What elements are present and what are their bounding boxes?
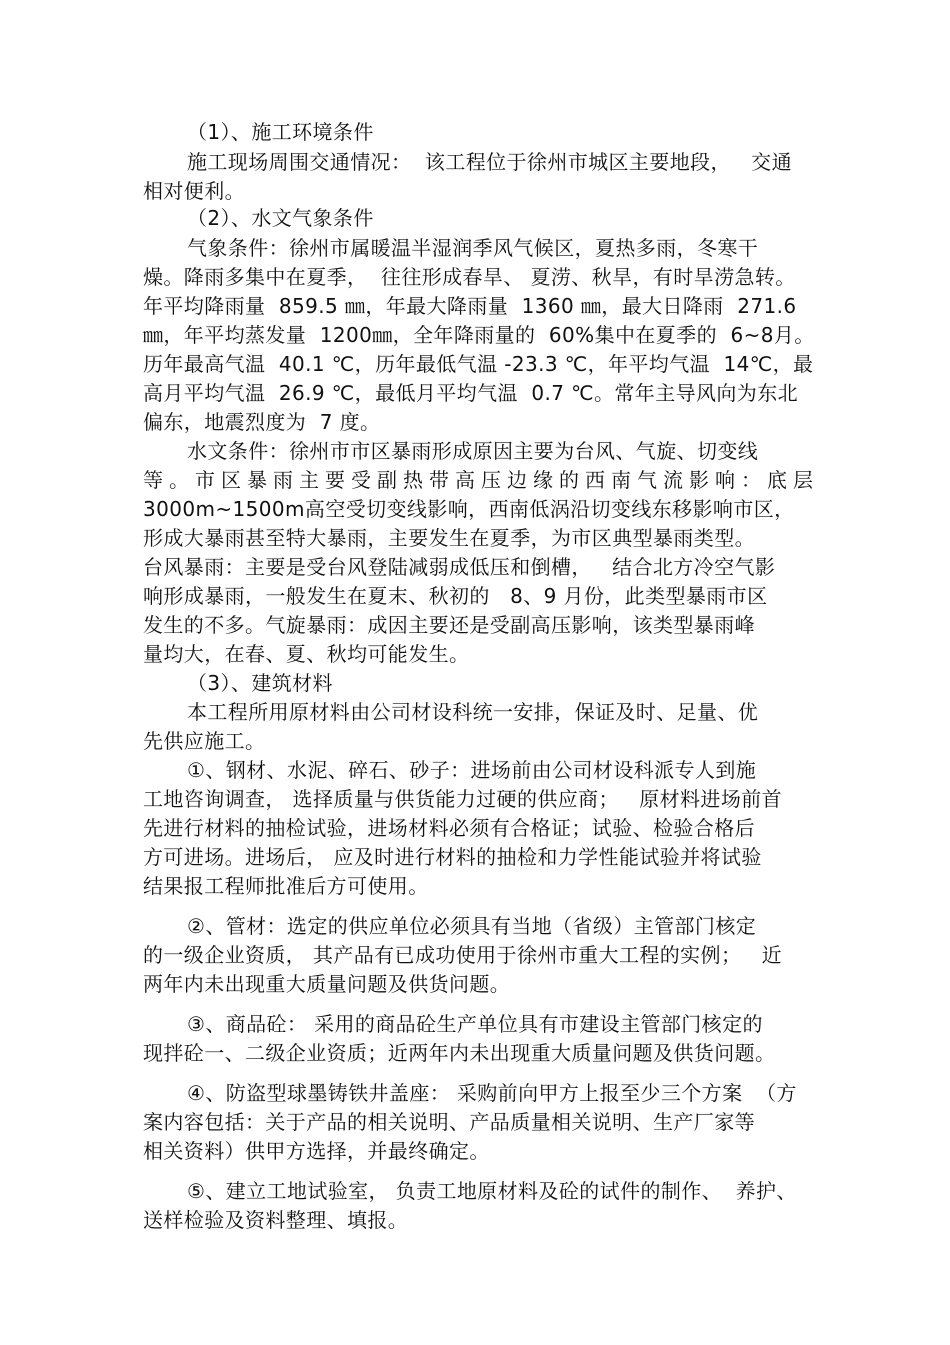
list-item-line: 送样检验及资料整理、填报。 (143, 1208, 409, 1232)
section-heading-building-materials: （3）、建筑材料 (187, 671, 333, 695)
paragraph-line: 量均大，在春、夏、秋均可能发生。 (143, 642, 470, 666)
list-item-line: ③、商品砼： 采用的商品砼生产单位具有市建设主管部门核定的 (187, 1012, 763, 1036)
paragraph-line: ㎜，年平均蒸发量 1200㎜，全年降雨量的 60%集中在夏季的 6~8月。 (143, 323, 815, 347)
paragraph-line: 高月平均气温 26.9 ℃，最低月平均气温 0.7 ℃。常年主导风向为东北 (143, 381, 799, 405)
paragraph-line: 本工程所用原材料由公司材设科统一安排，保证及时、足量、优 (187, 700, 759, 724)
list-item-line: ②、管材：选定的供应单位必须具有当地（省级）主管部门核定 (187, 914, 757, 938)
list-item-line: 两年内未出现重大质量问题及供货问题。 (143, 972, 511, 996)
list-item-line: ④、防盗型球墨铸铁井盖座： 采购前向甲方上报至少三个方案 （方 (187, 1081, 797, 1105)
paragraph-line: 先供应施工。 (143, 729, 266, 753)
paragraph-line: 发生的不多。气旋暴雨：成因主要还是受副高压影响，该类型暴雨峰 (143, 613, 755, 637)
list-item-line: 的一级企业资质， 其产品有已成功使用于徐州市重大工程的实例； 近 (143, 943, 783, 967)
paragraph-line: 历年最高气温 40.1 ℃，历年最低气温 -23.3 ℃，年平均气温 14℃，最 (143, 352, 814, 376)
paragraph-line: 水文条件：徐州市市区暴雨形成原因主要为台风、气旋、切变线 (187, 439, 759, 463)
section-heading-hydrology-meteorology: （2）、水文气象条件 (187, 206, 374, 230)
list-item-line: ①、钢材、水泥、碎石、砂子：进场前由公司材设科派专人到施 (187, 758, 757, 782)
section-heading-construction-environment: （1）、施工环境条件 (187, 120, 374, 144)
paragraph-line: 偏东，地震烈度为 7 度。 (143, 410, 381, 434)
list-item-line: 工地咨询调查， 选择质量与供货能力过硬的供应商； 原材料进场前首 (143, 787, 783, 811)
paragraph-line: 燥。降雨多集中在夏季， 往往形成春旱、 夏涝、秋旱，有时旱涝急转。 (143, 265, 796, 289)
paragraph-line: 施工现场周围交通情况： 该工程位于徐州市城区主要地段， 交通 (187, 150, 792, 174)
list-item-line: ⑤、建立工地试验室， 负责工地原材料及砼的试件的制作、 养护、 (187, 1179, 797, 1203)
list-item-line: 结果报工程师批准后方可使用。 (143, 874, 429, 898)
paragraph-line: 3000m~1500m高空受切变线影响，西南低涡沿切变线东移影响市区， (143, 497, 795, 521)
paragraph-line: 相对便利。 (143, 179, 245, 203)
list-item-line: 相关资料）供甲方选择，并最终确定。 (143, 1139, 490, 1163)
paragraph-line: 等。市区暴雨主要受副热带高压边缘的西南气流影响：底层 (143, 468, 819, 492)
list-item-line: 先进行材料的抽检试验，进场材料必须有合格证；试验、检验合格后 (143, 816, 755, 840)
paragraph-line: 响形成暴雨，一般发生在夏末、秋初的 8、9 月份，此类型暴雨市区 (143, 584, 768, 608)
paragraph-line: 年平均降雨量 859.5 ㎜，年最大降雨量 1360 ㎜，最大日降雨 271.6 (143, 294, 797, 318)
list-item-line: 方可进场。进场后， 应及时进行材料的抽检和力学性能试验并将试验 (143, 845, 762, 869)
paragraph-line: 台风暴雨：主要是受台风登陆减弱成低压和倒槽， 结合北方冷空气影 (143, 555, 776, 579)
paragraph-line: 气象条件：徐州市属暖温半湿润季风气候区，夏热多雨，冬寒干 (187, 236, 759, 260)
paragraph-line: 形成大暴雨甚至特大暴雨，主要发生在夏季，为市区典型暴雨类型。 (143, 526, 755, 550)
list-item-line: 案内容包括：关于产品的相关说明、产品质量相关说明、生产厂家等 (143, 1110, 755, 1134)
list-item-line: 现拌砼一、二级企业资质；近两年内未出现重大质量问题及供货问题。 (143, 1041, 776, 1065)
